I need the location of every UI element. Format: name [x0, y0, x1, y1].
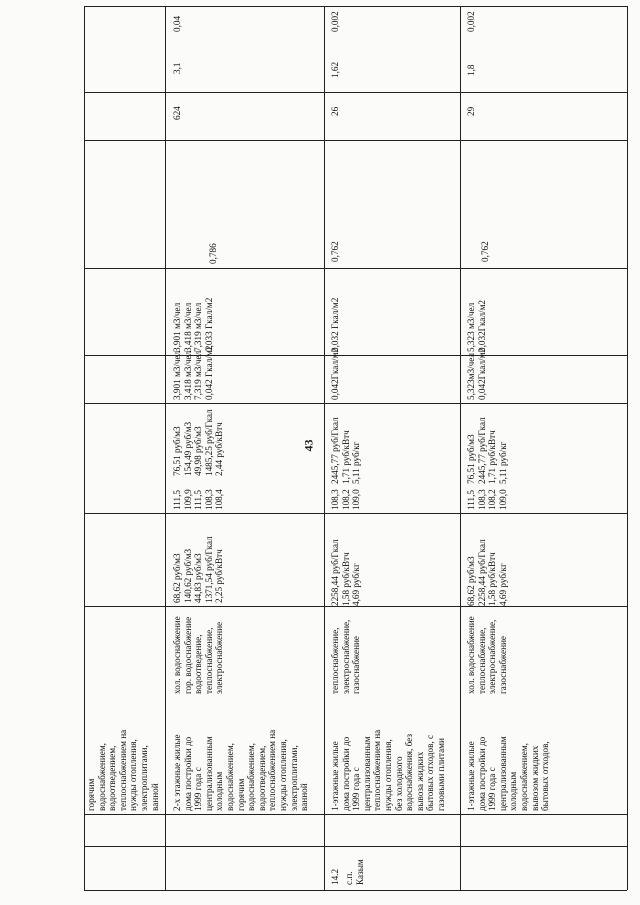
col-divider — [84, 513, 627, 514]
cell-settlement: с.п. Казым — [344, 859, 365, 885]
col-divider — [84, 814, 627, 815]
row-divider — [460, 6, 461, 890]
cell-tariff-old: 68,62 руб/м3 2258,44 руб/Гкал 1,58 руб/кВтч 4,69 руб/кг — [466, 539, 508, 606]
cell-coef: 0,762 — [330, 241, 340, 262]
cell-category: 1-этажные жилые дома постройки до 1999 года с централизованным холодным водоснабжением, вывозом жидких бытовых отходов, — [466, 736, 551, 811]
col-divider — [84, 268, 627, 269]
table-border — [84, 890, 627, 891]
cell-c1: 26 — [330, 106, 340, 116]
col-divider — [84, 355, 627, 356]
cell-norm-old: 3,901 м3/чел 3,418 м3/чел 7,319 м3/чел 0,042 Гкал/м2 — [172, 345, 214, 400]
cell-norm-old: 0,042Гкал/м2 — [330, 347, 340, 400]
cell-c3: 0,002 — [330, 11, 340, 32]
cell-norm-new: 5,323 м3/чел 0,032Гкал/м2 — [466, 299, 487, 352]
row-divider — [165, 6, 166, 890]
cell-c3: 0,002 — [466, 11, 476, 32]
cell-index: 108,3 108,2 109,0 — [330, 489, 362, 510]
cell-services: хол. водоснабжение теплоснабжение, электроснабжение, газоснабжение — [466, 616, 508, 694]
cell-category: 1-этажные жилые дома постройки до 1999 года с централизованным теплоснабжением на нужды отопления, без холодного водоснабжения, без вывоза жидких бытовых отходов, с газовыми плитами — [330, 729, 446, 811]
col-divider — [84, 403, 627, 404]
cell-services: теплоснабжение, электроснабжение, газоснабжение — [330, 619, 362, 694]
cell-category: 2-х этажные жилые дома постройки до 1999 года с централизованным холодным водоснабжением, горячим водоснабжением, водоотведением, теплоснабжением на нужды отопления, электроплитами, ванной — [172, 729, 310, 811]
cell-tariff-new: 76,51 руб/м3 154,49 руб/м3 49,98 руб/м3 1485,25 руб/Гкал 2,44 руб/кВтч — [172, 409, 225, 476]
cell-category: горячим водоснабжением, водоотведением, теплоснабжением на нужды отопления, электроплитами, ванной — [86, 729, 160, 811]
cell-c2: 1,8 — [466, 64, 476, 76]
page-number: 43 — [301, 439, 316, 452]
table-border — [627, 6, 628, 890]
cell-tariff-old: 68,62 руб/м3 140,62 руб/м3 44,83 руб/м3 1371,54 руб/Гкал 2,25 руб/кВтч — [172, 536, 225, 603]
cell-tariff-old: 2258,44 руб/Гкал 1,58 руб/кВтч 4,69 руб/кг — [330, 539, 362, 606]
cell-c3: 0,04 — [172, 15, 182, 32]
cell-norm-new: 0,032 Гкал/м2 — [330, 297, 340, 352]
cell-norm-new: 3,901 м3/чел 3,418 м3/чел 7,319 м3/чел 0,033 Гкал/м2 — [172, 297, 214, 352]
cell-tariff-new: 2445,77 руб/Гкал 1,71 руб/кВтч 5,11 руб/кг — [330, 417, 362, 484]
col-divider — [84, 846, 627, 847]
cell-c2: 3,1 — [172, 62, 182, 74]
cell-norm-old: 5,323м3/чел 0,042Гкал/м2 — [466, 347, 487, 400]
col-divider — [84, 140, 627, 141]
cell-coef: 0,786 — [208, 243, 218, 264]
cell-index: 111,5 108,3 108,2 109,0 — [466, 489, 508, 510]
table-border — [84, 6, 627, 7]
cell-c1: 29 — [466, 106, 476, 116]
row-divider — [324, 6, 325, 890]
cell-tariff-new: 76,51 руб/м3 2445,77 руб/Гкал 1,71 руб/кВтч 5,11 руб/кг — [466, 417, 508, 484]
col-divider — [84, 606, 627, 607]
cell-c2: 1,62 — [330, 61, 340, 78]
row-divider — [84, 6, 85, 890]
cell-coef: 0,762 — [480, 241, 490, 262]
cell-c1: 624 — [172, 106, 182, 120]
col-divider — [84, 92, 627, 93]
cell-index: 111,5 109,9 111,5 108,3 108,4 — [172, 489, 225, 510]
cell-services: хол. водоснабжение гор. водоснабжение водоотведение, теплоснабжение, электроснабжение — [172, 616, 225, 694]
cell-num: 14.2 — [330, 868, 340, 885]
